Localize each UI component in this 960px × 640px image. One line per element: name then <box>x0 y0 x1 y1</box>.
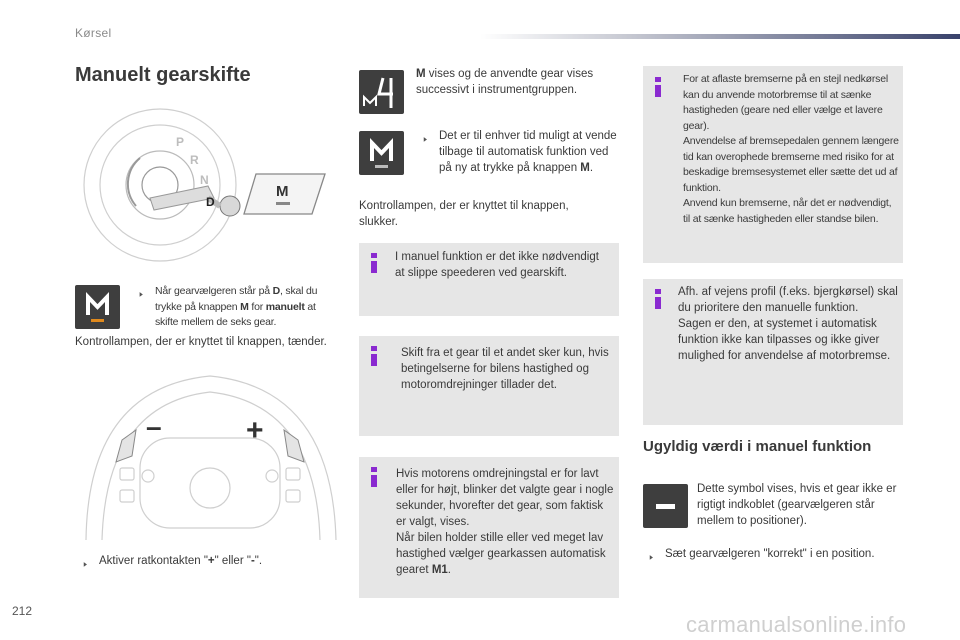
step-correct-position: ▶ Sæt gearvælgeren "korrekt" i en position. <box>665 546 905 562</box>
steering-wheel-illustration <box>80 368 342 543</box>
m-shown-text: M vises og de anvendte gear vises successivt i instrumentgruppen. <box>416 68 594 96</box>
invalid-symbol-text: Dette symbol vises, hvis et gear ikke er rigtigt indkoblet (gearvælgeren står mellem to positioner). <box>697 483 897 527</box>
gear-letter-n: N <box>200 173 209 187</box>
m-button-off-icon <box>359 131 404 175</box>
watermark: carmanualsonline.info <box>686 612 907 637</box>
step-return-automatic: ▶ Det er til enhver tid muligt at vende tilbage til automatisk funktion ved på ny at trykke på knappen M. <box>439 128 617 176</box>
lamp-off-text: Kontrollampen, der er knyttet til knappen, slukker. <box>359 200 569 228</box>
m-button-letter: M <box>276 183 289 200</box>
section-label: Kørsel <box>75 26 112 40</box>
info-box-rpm: Hvis motorens omdrejningstal er for lavt eller for højt, blinker det valgte gear i nogle sekunder, hvorefter det gear, som faktisk er valgt, vises. Når bilen holder stille eller ved meget lav hastighed vælger gearkassen automatisk gearet M1. <box>359 457 619 598</box>
subtitle-invalid-value: Ugyldig værdi i manuel funktion <box>643 438 872 455</box>
info-icon <box>371 253 377 273</box>
wheel-minus: – <box>146 411 162 442</box>
step-steering-control: ▶ Aktiver ratkontakten "+" eller "-". <box>99 553 339 569</box>
manual-gear-display-icon <box>359 70 404 114</box>
gear-letter-p: P <box>176 135 185 149</box>
wheel-plus: + <box>246 414 264 447</box>
info-icon <box>371 467 377 487</box>
step-select-manual: ▶ Når gearvælgeren står på D, skal du trykke på knappen M for manuelt at skifte mellem de seks gear. <box>155 284 340 331</box>
gear-letter-r: R <box>190 153 199 167</box>
info-icon <box>371 346 377 366</box>
page-number: 212 <box>12 604 33 618</box>
m-button-icon <box>75 285 120 329</box>
gear-letter-d: D <box>206 195 215 209</box>
info-icon <box>655 289 661 309</box>
info-box-conditions: Skift fra et gear til et andet sker kun, hvis betingelserne for bilens hastighed og motoromdrejninger tillader det. <box>359 336 619 436</box>
info-box-engine-brake: For at aflaste bremserne på en stejl nedkørsel kan du anvende motorbremse til at sænke hastigheden (geare ned eller vælge et lavere gear). Anvendelse af bremsepedalen gennem længere tid kan overophede bremserne med risiko for at beskadige bremsesystemet eller sætte det ud af funktion. Anvend kun bremserne, når det er nødvendigt, til at sænke hastigheden eller standse bilen. <box>643 66 903 263</box>
info-icon <box>655 77 661 97</box>
info-box-mountain: Afh. af vejens profil (f.eks. bjergkørsel) skal du prioritere den manuelle funktion. Sagen er den, at systemet i automatisk funktion ikke kan tilpasses og ikke giver mulighed for anvendelse af motorbremse. <box>643 279 903 425</box>
info-box-accelerator: I manuel funktion er det ikke nødvendigt at slippe speederen ved gearskift. <box>359 243 619 316</box>
page-title: Manuelt gearskifte <box>75 64 251 86</box>
gear-selector-illustration <box>80 102 340 262</box>
header-bar <box>480 34 960 39</box>
lamp-on-text: Kontrollampen, der er knyttet til knappen, tænder. <box>75 336 327 348</box>
invalid-gear-icon <box>643 484 688 528</box>
